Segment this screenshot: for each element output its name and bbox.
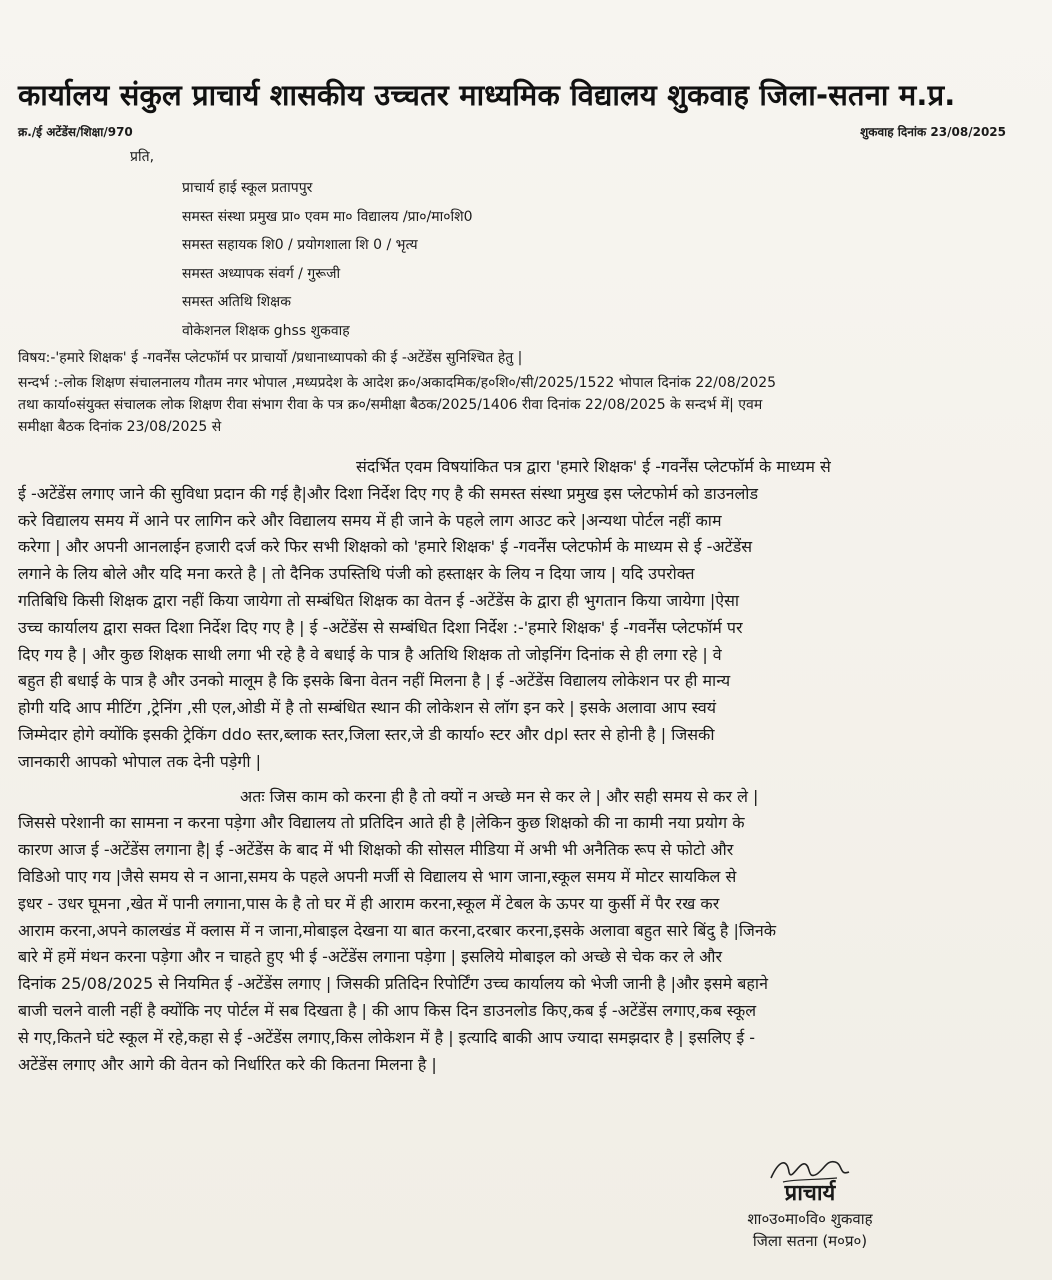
paragraph-line: गतिबिधि किसी शिक्षक द्वारा नहीं किया जायेगा तो सम्बंधित शिक्षक का वेतन ई -अटेंडेंस के द्वारा ही भुगतान किया जायेगा |ऐसा (18, 590, 740, 610)
paragraph-line: से गए,कितने घंटे स्कूल में रहे,कहा से ई -अटेंडेंस लगाए,किस लोकेशन में है | इत्यादि बाकी आप ज्यादा समझदार है | इसलिए ई - (18, 1027, 756, 1047)
recipient-item: समस्त अध्यापक संवर्ग / गुरूजी (182, 265, 341, 282)
place-date: शुकवाह दिनांक 23/08/2025 (860, 125, 1006, 139)
paragraph-line: होगी यदि आप मीटिंग ,ट्रेनिंग ,सी एल,ओडी में है तो सम्बंधित स्थान की लोकेशन से लॉग इन करे | इसके अलावा आप स्वयं (18, 698, 717, 718)
signatory-district: जिला सतना (म०प्र०) (752, 1232, 868, 1250)
subject-line: विषय:-'हमारे शिक्षक' ई -गवर्नेंस प्लेटफॉर्म पर प्राचार्यो /प्रधानाध्यापको की ई -अटेंडेंस सुनिश्चित हेतु | (18, 350, 523, 366)
reference-line: सन्दर्भ :-लोक शिक्षण संचालनालय गौतम नगर भोपाल ,मध्यप्रदेश के आदेश क्र०/अकादमिक/ह०शि०/सी/2025/1522 भोपाल दिनांक 22/08/2025 (18, 375, 777, 391)
paragraph-line: करेगा | और अपनी आनलाईन हजारी दर्ज करे फिर सभी शिक्षको को 'हमारे शिक्षक' ई -गवर्नेंस प्लेटफोर्म के माध्यम से ई -अटेंडेंस (18, 537, 753, 557)
signatory-school: शा०उ०मा०वि० शुकवाह (747, 1210, 873, 1228)
reference-line: समीक्षा बैठक दिनांक 23/08/2025 से (18, 419, 222, 435)
office-title: कार्यालय संकुल प्राचार्य शासकीय उच्चतर माध्यमिक विद्यालय शुकवाह जिला-सतना म.प्र. (18, 78, 956, 112)
recipient-item: प्राचार्य हाई स्कूल प्रतापपुर (182, 180, 313, 196)
paragraph-line: जानकारी आपको भोपाल तक देनी पड़ेगी | (18, 751, 261, 771)
paragraph-line: जिससे परेशानी का सामना न करना पड़ेगा और विद्यालय तो प्रतिदिन आते ही है |लेकिन कुछ शिक्षको की ना कामी नया प्रयोग के (18, 813, 745, 833)
paragraph-line: संदर्भित एवम विषयांकित पत्र द्वारा 'हमारे शिक्षक' ई -गवर्नेंस प्लेटफॉर्म के माध्यम से (356, 457, 831, 476)
paragraph-line: दिनांक 25/08/2025 से नियमित ई -अटेंडेंस लगाए | जिसकी प्रतिदिन रिपोर्टिंग उच्च कार्यालय को भेजी जानी है |और इसमे बहाने (18, 974, 768, 994)
paragraph-line: इधर - उधर घूमना ,खेत में पानी लगाना,पास के है तो घर में ही आराम करना,स्कूल में टेबल के ऊपर या कुर्सी में पैर रख कर (18, 893, 720, 913)
recipient-item: वोकेशनल शिक्षक ghss शुकवाह (182, 322, 350, 339)
body-paragraph-1 (18, 454, 1022, 776)
body-paragraph-2 (18, 784, 1022, 1079)
reference-number: क्र./ई अटेंडेंस/शिक्षा/970 (18, 125, 133, 139)
salutation: प्रति, (130, 149, 155, 165)
paragraph-line: आराम करना,अपने कालखंड में क्लास में न जाना,मोबाइल देखना या बात करना,दरबार करना,इसके अलावा बहुत सारे बिंदु है |जिनके (18, 920, 777, 940)
paragraph-line: दिए गय है | और कुछ शिक्षक साथी लगा भी रहे है वे बधाई के पात्र है अतिथि शिक्षक तो जोइनिंग दिनांक से ही लगा रहे | वे (18, 644, 722, 664)
paragraph-line: अटेंडेंस लगाए और आगे की वेतन को निर्धारित करे की कितना मिलना है | (18, 1054, 437, 1074)
recipient-item: समस्त सहायक शि0 / प्रयोगशाला शि 0 / भृत्य (182, 237, 418, 253)
paragraph-line: बहुत ही बधाई के पात्र है और उनको मालूम है कि इसके बिना वेतन नहीं मिलना है | ई -अटेंडेंस विद्यालय लोकेशन पर ही मान्य (18, 671, 731, 691)
paragraph-line: करे विद्यालय समय में आने पर लागिन करे और विद्यालय समय में ही जाने के पहले लाग आउट करे |अन्यथा पोर्टल नहीं काम (18, 510, 722, 530)
signatory-designation: प्राचार्य (784, 1181, 836, 1206)
paragraph-line: जिम्मेदार होगे क्योंकि इसकी ट्रेकिंग ddo स्तर,ब्लाक स्तर,जिला स्तर,जे डी कार्या० स्टर और dpl स्तर से होनी है | जिसकी (18, 724, 715, 744)
paragraph-line: बारे में हमें मंथन करना पड़ेगा और न चाहते हुए भी ई -अटेंडेंस लगाना पड़ेगा | इसलिये मोबाइल को अच्छे से चेक कर ले और (18, 947, 723, 967)
paragraph-line: अतः जिस काम को करना ही है तो क्यों न अच्छे मन से कर ले | और सही समय से कर ले | (240, 786, 759, 806)
recipient-item: समस्त अतिथि शिक्षक (182, 294, 291, 310)
paragraph-line: लगाने के लिय बोले और यदि मना करते है | तो दैनिक उपस्तिथि पंजी को हस्ताक्षर के लिय न दिया जाय | यदि उपरोक्त (18, 564, 695, 584)
recipient-list (182, 174, 1022, 345)
paragraph-line: विडिओ पाए गय |जैसे समय से न आना,समय के पहले अपनी मर्जी से विद्यालय से भाग जाना,स्कूल समय में मोटर सायकिल से (18, 866, 737, 886)
signature-block (690, 1152, 930, 1252)
recipient-item: समस्त संस्था प्रमुख प्रा० एवम मा० विद्यालय /प्रा०/मा०शि0 (182, 208, 473, 225)
reference-line: तथा कार्या०संयुक्त संचालक लोक शिक्षण रीवा संभाग रीवा के पत्र क्र०/समीक्षा बैठक/2025/1406 रीवा दिनांक 22/08/2025 के सन्दर्भ में| एवम (18, 397, 763, 413)
paragraph-line: उच्च कार्यालय द्वारा सक्त दिशा निर्देश दिए गए है | ई -अटेंडेंस से सम्बंधित दिशा निर्देश :-'हमारे शिक्षक' ई -गवर्नेंस प्लेटफॉर्म पर (18, 617, 743, 637)
paragraph-line: बाजी चलने वाली नहीं है क्योंकि नए पोर्टल में सब दिखता है | की आप किस दिन डाउनलोड किए,कब ई -अटेंडेंस लगाए,कब स्कूल (18, 1000, 757, 1020)
reference-block (18, 372, 1022, 438)
paragraph-line: कारण आज ई -अटेंडेंस लगाना है| ई -अटेंडेंस के बाद में भी शिक्षको की सोसल मीडिया में अभी भी अनैतिक रूप से फोटो और (18, 840, 734, 860)
reference-row (18, 122, 1022, 142)
paragraph-line: ई -अटेंडेंस लगाए जाने की सुविधा प्रदान की गई है|और दिशा निर्देश दिए गए है की समस्त संस्था प्रमुख इस प्लेटफोर्म को डाउनलोड (18, 483, 759, 503)
